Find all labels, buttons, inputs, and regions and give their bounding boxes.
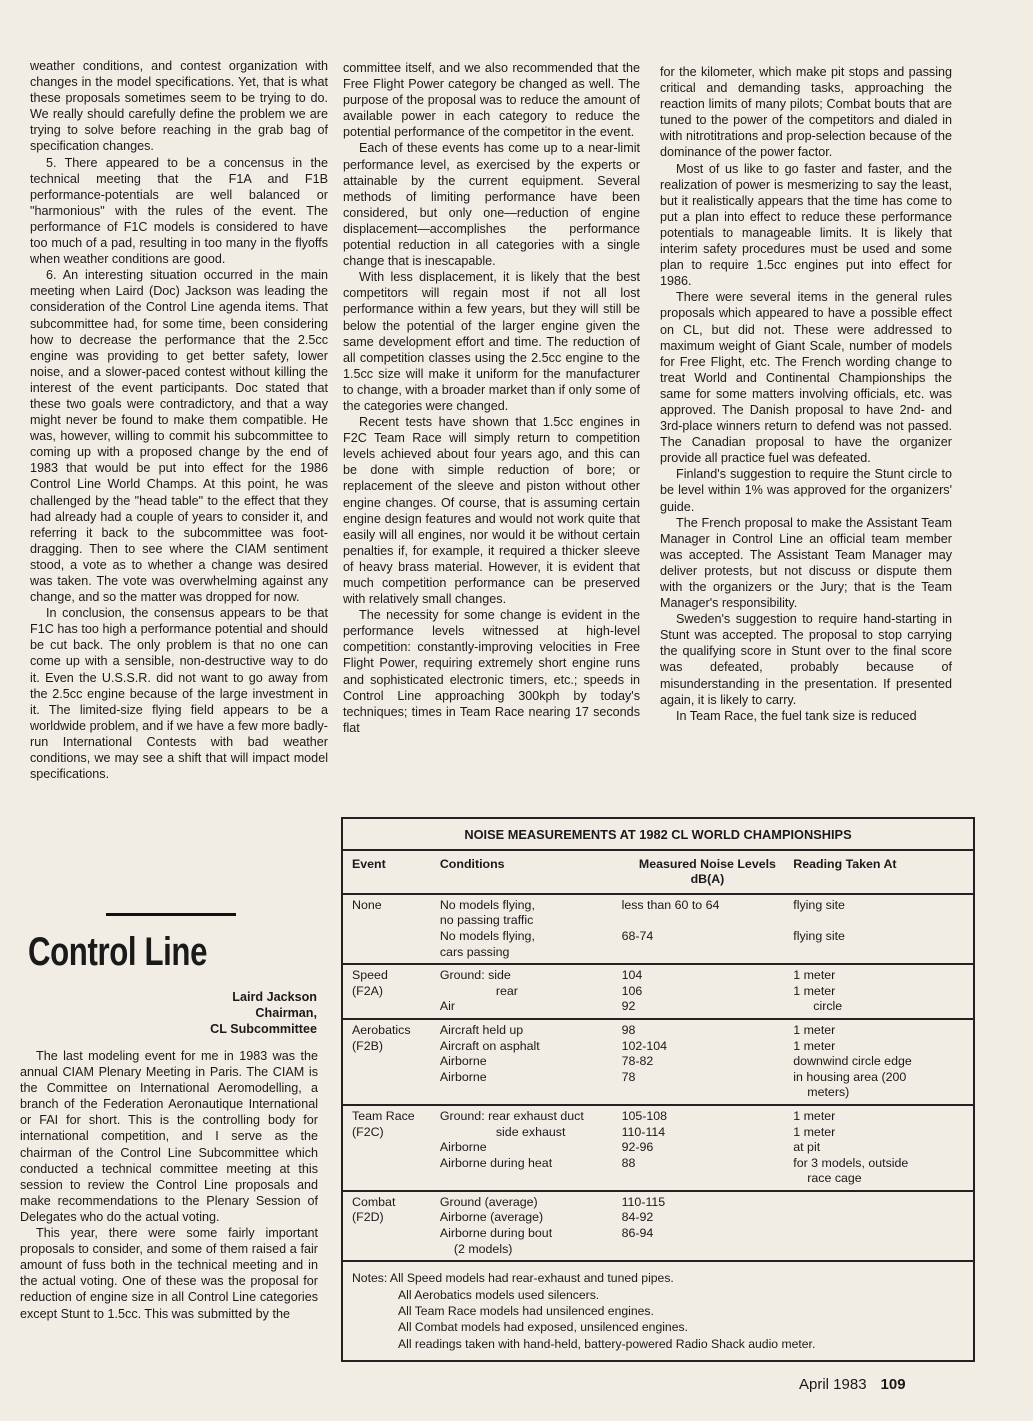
- cell-conditions: [440, 1023, 622, 1101]
- cell-conditions: [440, 968, 622, 1015]
- condition: [440, 1171, 622, 1187]
- event-class: (F2D): [352, 1210, 384, 1225]
- table-row: [343, 1020, 973, 1106]
- reading: race cage: [807, 1171, 862, 1186]
- header-measured: [622, 857, 794, 888]
- note: All readings taken with hand-held, battery-powered Radio Shack audio meter.: [398, 1336, 816, 1351]
- paragraph: This year, there were some fairly important proposals to consider, and some of them raised a fair amount of fuss both in the technical meeting and in the actual voting. One of these was the proposal for reduction of engine size in all Control Line categories except Stunt to 1.5cc. This was submitted by the: [20, 1226, 318, 1321]
- cell-conditions: [440, 898, 622, 960]
- issue-date: April 1983: [799, 1376, 867, 1393]
- measurement: 110-114: [621, 1124, 666, 1139]
- reading: 1 meter: [793, 1038, 836, 1053]
- cell-measured: [622, 1195, 794, 1257]
- page-number: 109: [880, 1376, 906, 1393]
- paragraph: 6. An interesting situation occurred in the main meeting when Laird (Doc) Jackson was leading the consideration of the Control Line agenda items. That subcommittee had, for some time, been considering how to decrease the performance that the 2.5cc engine was providing to get better safety, lower noise, and a slower-paced contest without killing the interest of the event participants. Doc stated that these two goals were contradictory, and that a way might never be found to make them compatible. He was, however, willing to commit his subcommittee to coming up with a proposed change by the end of 1983 that would be put into effect for the 1986 Control Line World Champs. At this point, he was challenged by the "head table" to the effect that they had already had a couple of years to consider it, and referring it back to the subcommittee was foot-dragging. Then to see where the CIAM sentiment stood, a vote as to whether a change was desired was taken. The vote was overwhelming against any change, and so the matter was dropped for now.: [30, 268, 328, 605]
- event-name: Speed: [352, 968, 388, 983]
- event-name: Team Race: [352, 1108, 415, 1123]
- cell-measured: [622, 1023, 794, 1101]
- reading: 1 meter: [793, 1124, 836, 1139]
- paragraph: In conclusion, the consensus appears to be that F1C has too high a performance potential and should be cut back. The only problem is that no one can come up with a sensible, non-destructive way to do it. Even the U.S.S.R. did not want to go away from the 2.5cc engine because of the large investment in it. The limited-size flying field appears to be a worldwide problem, and if we have a few more badly-run International Contests with bad weather conditions, we may see a shift that will impact model specifications.: [30, 606, 328, 782]
- condition: Ground (average): [439, 1194, 538, 1209]
- event-class: (F2B): [352, 1038, 383, 1053]
- article-column-1: [30, 58, 328, 782]
- measurement: [622, 1085, 794, 1101]
- reading: 1 meter: [793, 968, 836, 983]
- measurement: 98: [621, 1022, 636, 1037]
- header-conditions: Conditions: [439, 856, 505, 871]
- reading: for 3 models, outside: [793, 1155, 909, 1170]
- paragraph: weather conditions, and contest organization with changes in the model specifications. Yet, that is what these proposals sometimes seem to be trying to do. We really should carefully define the problem we are trying to solve before reaching in the grab bag of specification changes.: [30, 59, 328, 154]
- cell-measured: [622, 1109, 794, 1187]
- note: Notes: All Speed models had rear-exhaust and tuned pipes.: [352, 1271, 674, 1286]
- cell-reading: [793, 1195, 973, 1257]
- paragraph: Sweden's suggestion to require hand-starting in Stunt was accepted. The proposal to stop carrying the qualifying score in Stunt over to the final score was defeated, probably because of misunderstanding in the presentation. If presented again, it is likely to carry.: [660, 612, 952, 707]
- reading: in housing area (200: [793, 1069, 907, 1084]
- measurement: 104: [621, 968, 643, 983]
- cell-measured: [622, 968, 794, 1015]
- reading: at pit: [793, 1140, 821, 1155]
- paragraph: Each of these events has come up to a near-limit performance level, as exercised by the experts or attainable by the current equipment. Several methods of limiting performance have been considered, but only one—reduction of engine displacement—accomplishes the performance potential reduction in all categories with a single change that is inescapable.: [343, 141, 640, 269]
- condition: Airborne: [439, 1140, 487, 1155]
- paragraph: The necessity for some change is evident in the performance levels witnessed at high-level competition: constantly-improving velocities in Free Flight Power, requiring extremely short engine runs and sophisticated electronic timers, etc.; speeds in Control Line approaching 300kph by today's techniques; times in Team Race nearing 17 seconds flat: [343, 608, 640, 735]
- condition: No models flying,: [439, 897, 535, 912]
- cell-reading: [793, 1023, 973, 1101]
- measurement: 92: [621, 999, 636, 1014]
- cell-measured: [622, 898, 794, 960]
- page-footer: [799, 1376, 906, 1393]
- paragraph: The last modeling event for me in 1983 was the annual CIAM Plenary Meeting in Paris. The CIAM is the Committee on International Aeromodelling, a branch of the Federation Aeronautique International or FAI for short. This is the controlling body for international competition, and I serve as the chairman of the Control Line Subcommittee which conducted a technical committee meeting at this session to review the Control Line proposals and make recommendations to the Plenary Session of Delegates who do the actual voting.: [20, 1049, 318, 1224]
- measurement: 106: [621, 983, 643, 998]
- measurement: 84-92: [621, 1210, 654, 1225]
- event-name: Aerobatics: [352, 1022, 411, 1037]
- condition: Airborne: [439, 1054, 487, 1069]
- measurement: [622, 913, 794, 929]
- cell-conditions: [440, 1109, 622, 1187]
- header-reading: Reading Taken At: [793, 856, 897, 871]
- reading: flying site: [793, 897, 845, 912]
- author-committee: CL Subcommittee: [210, 1022, 317, 1036]
- reading: circle: [813, 999, 843, 1014]
- reading: meters): [807, 1085, 850, 1100]
- event-class: (F2C): [352, 1124, 384, 1139]
- cell-event: [343, 1023, 440, 1101]
- reading: downwind circle edge: [793, 1054, 912, 1069]
- reading: flying site: [793, 928, 845, 943]
- event-name: None: [352, 897, 382, 912]
- event-name: Combat: [352, 1194, 396, 1209]
- cell-reading: [793, 968, 973, 1015]
- measurement: 110-115: [621, 1194, 666, 1209]
- paragraph: There were several items in the general rules proposals which appeared to have a possible effect on CL, but did not. These were addressed to maximum weight of Giant Scale, number of models for Free Flight, etc. The French wording change to treat World and Continental Championships the same for some matters involving officials, etc. was approved. The Danish proposal to have 2nd- and 3rd-place winners return to defend was not passed. The Canadian proposal to have the organizer provide all practice fuel was defeated.: [660, 290, 952, 466]
- note: All Aerobatics models used silencers.: [398, 1287, 600, 1302]
- condition: No models flying,: [439, 928, 535, 943]
- section-heading: Control Line: [28, 930, 208, 974]
- table-notes: [343, 1262, 973, 1360]
- condition: side exhaust: [495, 1124, 566, 1139]
- condition: Airborne (average): [439, 1210, 544, 1225]
- measurement: 102-104: [621, 1038, 668, 1053]
- table-row: [343, 1106, 973, 1192]
- measurement: less than 60 to 64: [621, 897, 720, 912]
- measurement: 92-96: [621, 1140, 654, 1155]
- byline: [210, 989, 317, 1037]
- reading: 1 meter: [793, 1022, 836, 1037]
- condition: rear: [495, 983, 518, 998]
- paragraph: Most of us like to go faster and faster, and the realization of power is mesmerizing to say the least, but it realistically appears that the time has come to put a plan into effect to reduce these performance potentials to manageable limits. It is likely that interim safety procedures must be used and some plan to require 1.5cc engines put into effect for 1986.: [660, 161, 952, 289]
- note: All Team Race models had unsilenced engines.: [398, 1304, 654, 1319]
- article-column-4: [20, 1048, 318, 1322]
- paragraph: 5. There appeared to be a concensus in the technical meeting that the F1A and F1B performance-potentials are well balanced or "harmonious" with the rules of the event. The performance of F1C models is considered to have too much of a pad, resulting in too many in the flyoffs when weather conditions are good.: [30, 155, 328, 267]
- condition: Airborne: [439, 1069, 487, 1084]
- condition: Ground: side: [439, 968, 511, 983]
- measurement: 78: [621, 1069, 636, 1084]
- measurement: 105-108: [621, 1108, 668, 1123]
- paragraph: With less displacement, it is likely that the best competitors will regain most if not all lost performance within a few years, but they will still be below the potential of the larger engine given the same development effort and time. The reduction of all competition classes using the 2.5cc engine to the 1.5cc size will make it uniform for the manufacturer to change, with a broader market than if only some of the categories were changed.: [343, 270, 640, 413]
- cell-event: [343, 1195, 440, 1257]
- table-title: NOISE MEASUREMENTS AT 1982 CL WORLD CHAMPIONSHIPS: [343, 819, 973, 851]
- cell-event: [343, 898, 440, 960]
- paragraph: committee itself, and we also recommended that the Free Flight Power category be changed as well. The purpose of the proposal was to reduce the amount of available power in each category to reduce the potential performance of the competitor in the event.: [343, 61, 640, 140]
- condition: Aircraft on asphalt: [439, 1038, 540, 1053]
- cell-event: [343, 968, 440, 1015]
- condition: no passing traffic: [439, 913, 534, 928]
- noise-table: [341, 817, 975, 1362]
- condition: Airborne during heat: [439, 1155, 553, 1170]
- table-row: [343, 1192, 973, 1262]
- author-name: Laird Jackson: [232, 990, 317, 1004]
- condition: (2 models): [453, 1241, 513, 1256]
- reading: [793, 945, 973, 961]
- measurement: 68-74: [621, 928, 654, 943]
- table-row: [343, 895, 973, 965]
- cell-event: [343, 1109, 440, 1187]
- header-measured-line: Measured Noise Levels: [638, 856, 776, 871]
- condition: cars passing: [439, 944, 510, 959]
- table-header-row: [343, 851, 973, 895]
- cell-reading: [793, 1109, 973, 1187]
- article-column-3: [660, 64, 952, 724]
- table-row: [343, 965, 973, 1020]
- reading: 1 meter: [793, 983, 836, 998]
- paragraph: In Team Race, the fuel tank size is reduced: [676, 708, 917, 723]
- condition: [440, 1085, 622, 1101]
- measurement: [622, 945, 794, 961]
- note: All Combat models had exposed, unsilenced engines.: [398, 1320, 688, 1335]
- cell-conditions: [440, 1195, 622, 1257]
- measurement: [622, 1171, 794, 1187]
- measurement: 86-94: [621, 1226, 654, 1241]
- paragraph: for the kilometer, which make pit stops and passing critical and demanding tasks, approaching the reaction limits of many pilots; Combat bouts that are tuned to the power of the competitors and dialed in with nitrotitrations and prop-selection because of the dominance of the power factor.: [660, 65, 952, 160]
- paragraph: The French proposal to make the Assistant Team Manager in Control Line an official team member was accepted. The Assistant Team Manager may deliver protests, but not discuss or dispute them with the organizers or the Jury; that is the Team Manager's responsibility.: [660, 515, 952, 611]
- header-measured-unit: dB(A): [690, 872, 725, 887]
- cell-reading: [793, 898, 973, 960]
- reading: [793, 913, 973, 929]
- measurement: 78-82: [621, 1054, 654, 1069]
- paragraph: Recent tests have shown that 1.5cc engines in F2C Team Race will simply return to competition levels achieved about four years ago, and this can be done with simple reduction of bore; or replacement of the sleeve and piston without other engine changes. Of course, that is assuming certain engine design features and would not work quite that easily will all engines, nor would it be without certain penalties if, for example, it required a thicker sleeve of heavy brass material. However, it is evident that much competition performance can be preserved with relatively small changes.: [343, 415, 640, 607]
- measurement: 88: [621, 1155, 636, 1170]
- reading: 1 meter: [793, 1108, 836, 1123]
- section-divider: [106, 913, 236, 916]
- condition: Ground: rear exhaust duct: [439, 1108, 584, 1123]
- condition: Aircraft held up: [439, 1022, 524, 1037]
- event-class: (F2A): [352, 983, 383, 998]
- condition: Air: [439, 999, 456, 1014]
- paragraph: Finland's suggestion to require the Stunt circle to be level within 1% was approved for the organizers' guide.: [660, 467, 952, 514]
- article-column-2: [343, 60, 640, 736]
- condition: Airborne during bout: [439, 1226, 553, 1241]
- header-event: Event: [352, 856, 386, 871]
- author-title: Chairman,: [255, 1006, 317, 1020]
- measurement: [622, 1242, 794, 1258]
